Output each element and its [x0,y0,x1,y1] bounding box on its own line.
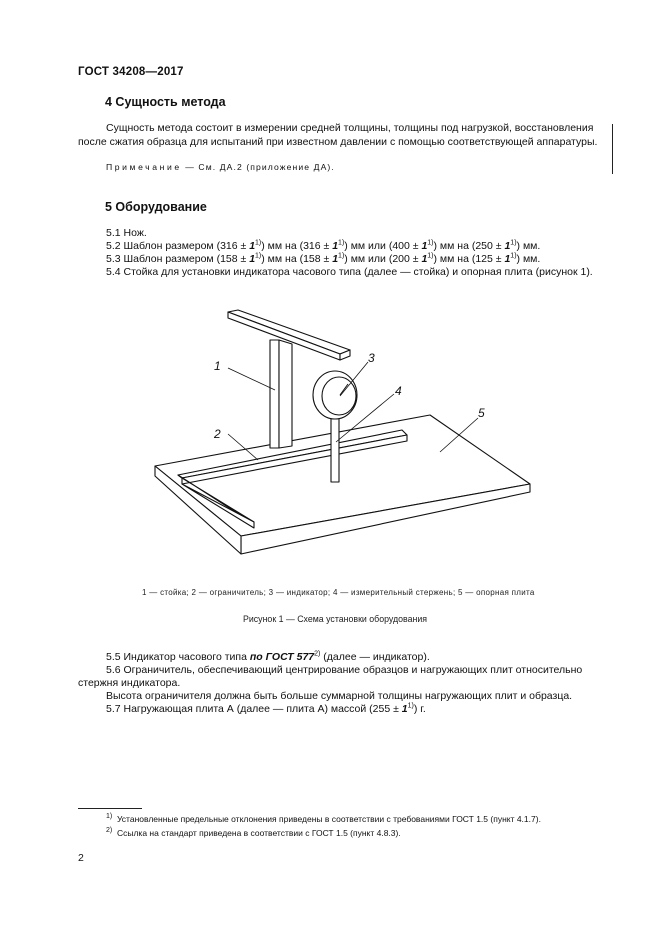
item-5-6-line-3: Высота ограничителя должна быть больше суммарной толщины нагружающих плит и образца. [106,690,573,702]
figure-1-drawing [140,300,540,570]
callout-3: 3 [368,351,375,365]
stand-post-side [279,340,292,448]
figure-legend: 1 — стойка; 2 — ограничитель; 3 — индикатор; 4 — измерительный стержень; 5 — опорная плита [142,588,535,597]
footnote-separator [78,808,142,809]
measuring-rod [331,412,339,482]
note-label: Примечание [106,162,182,172]
item-5-1: 5.1 Нож. [106,227,147,239]
section-4-paragraph-line-1: Сущность метода состоит в измерении средней толщины, толщины под нагрузкой, восстановления [106,122,594,134]
callout-2: 2 [214,427,221,441]
document-header: ГОСТ 34208—2017 [78,66,184,78]
item-5-6-line-1: 5.6 Ограничитель, обеспечивающий центрирование образцов и нагружающих плит относительно [106,664,583,676]
gost-577-link[interactable]: по ГОСТ 577 [249,651,315,663]
item-5-2: 5.2 Шаблон размером $(316 \pm 1^{1)})$ мм на $(316 \pm 1^{1)})$ мм или $(400 \pm 1^{1)})$ мм на $(250 \pm 1^{1)})$ мм. [106,239,541,252]
callout-4: 4 [395,384,402,398]
section-4-note [106,162,335,172]
callout-5: 5 [478,406,485,420]
section-4-paragraph-line-2: после сжатия образца для испытаний при известном давлении с помощью соответствующей аппаратуры. [78,136,598,148]
item-5-5: 5.5 Индикатор часового типа по ГОСТ 577$^{2)}$ (далее — индикатор). [106,650,430,663]
item-5-7: 5.7 Нагружающая плита А (далее — плита А) массой $(255 \pm 1^{1)})$ г. [106,702,426,715]
section-4-title: 4 Сущность метода [105,95,226,109]
footnote-1: $^{1)}$ Установленные предельные отклонения приведены в соответствии с требованиями ГОСТ 1.5 (пункт 4.1.7). [106,813,541,824]
figure-caption: Рисунок 1 — Схема установки оборудования [243,614,428,624]
leader-line-1 [228,368,275,390]
note-text: — См. ДА.2 (приложение ДА). [181,162,335,172]
stand-post-front [270,340,279,448]
footnote-2: $^{2)}$ Ссылка на стандарт приведена в соответствии с ГОСТ 1.5 (пункт 4.8.3). [106,827,401,838]
item-5-4: 5.4 Стойка для установки индикатора часового типа (далее — стойка) и опорная плита (рисунок 1). [106,266,593,278]
item-5-6-line-2: стержня индикатора. [78,677,181,689]
callout-1: 1 [214,359,221,373]
page-number: 2 [78,852,84,864]
change-bar [612,124,613,174]
section-5-title: 5 Оборудование [105,200,207,214]
item-5-3: 5.3 Шаблон размером $(158 \pm 1^{1)})$ мм на $(158 \pm 1^{1)})$ мм или $(200 \pm 1^{1)})$ мм на $(125 \pm 1^{1)})$ мм. [106,252,541,265]
